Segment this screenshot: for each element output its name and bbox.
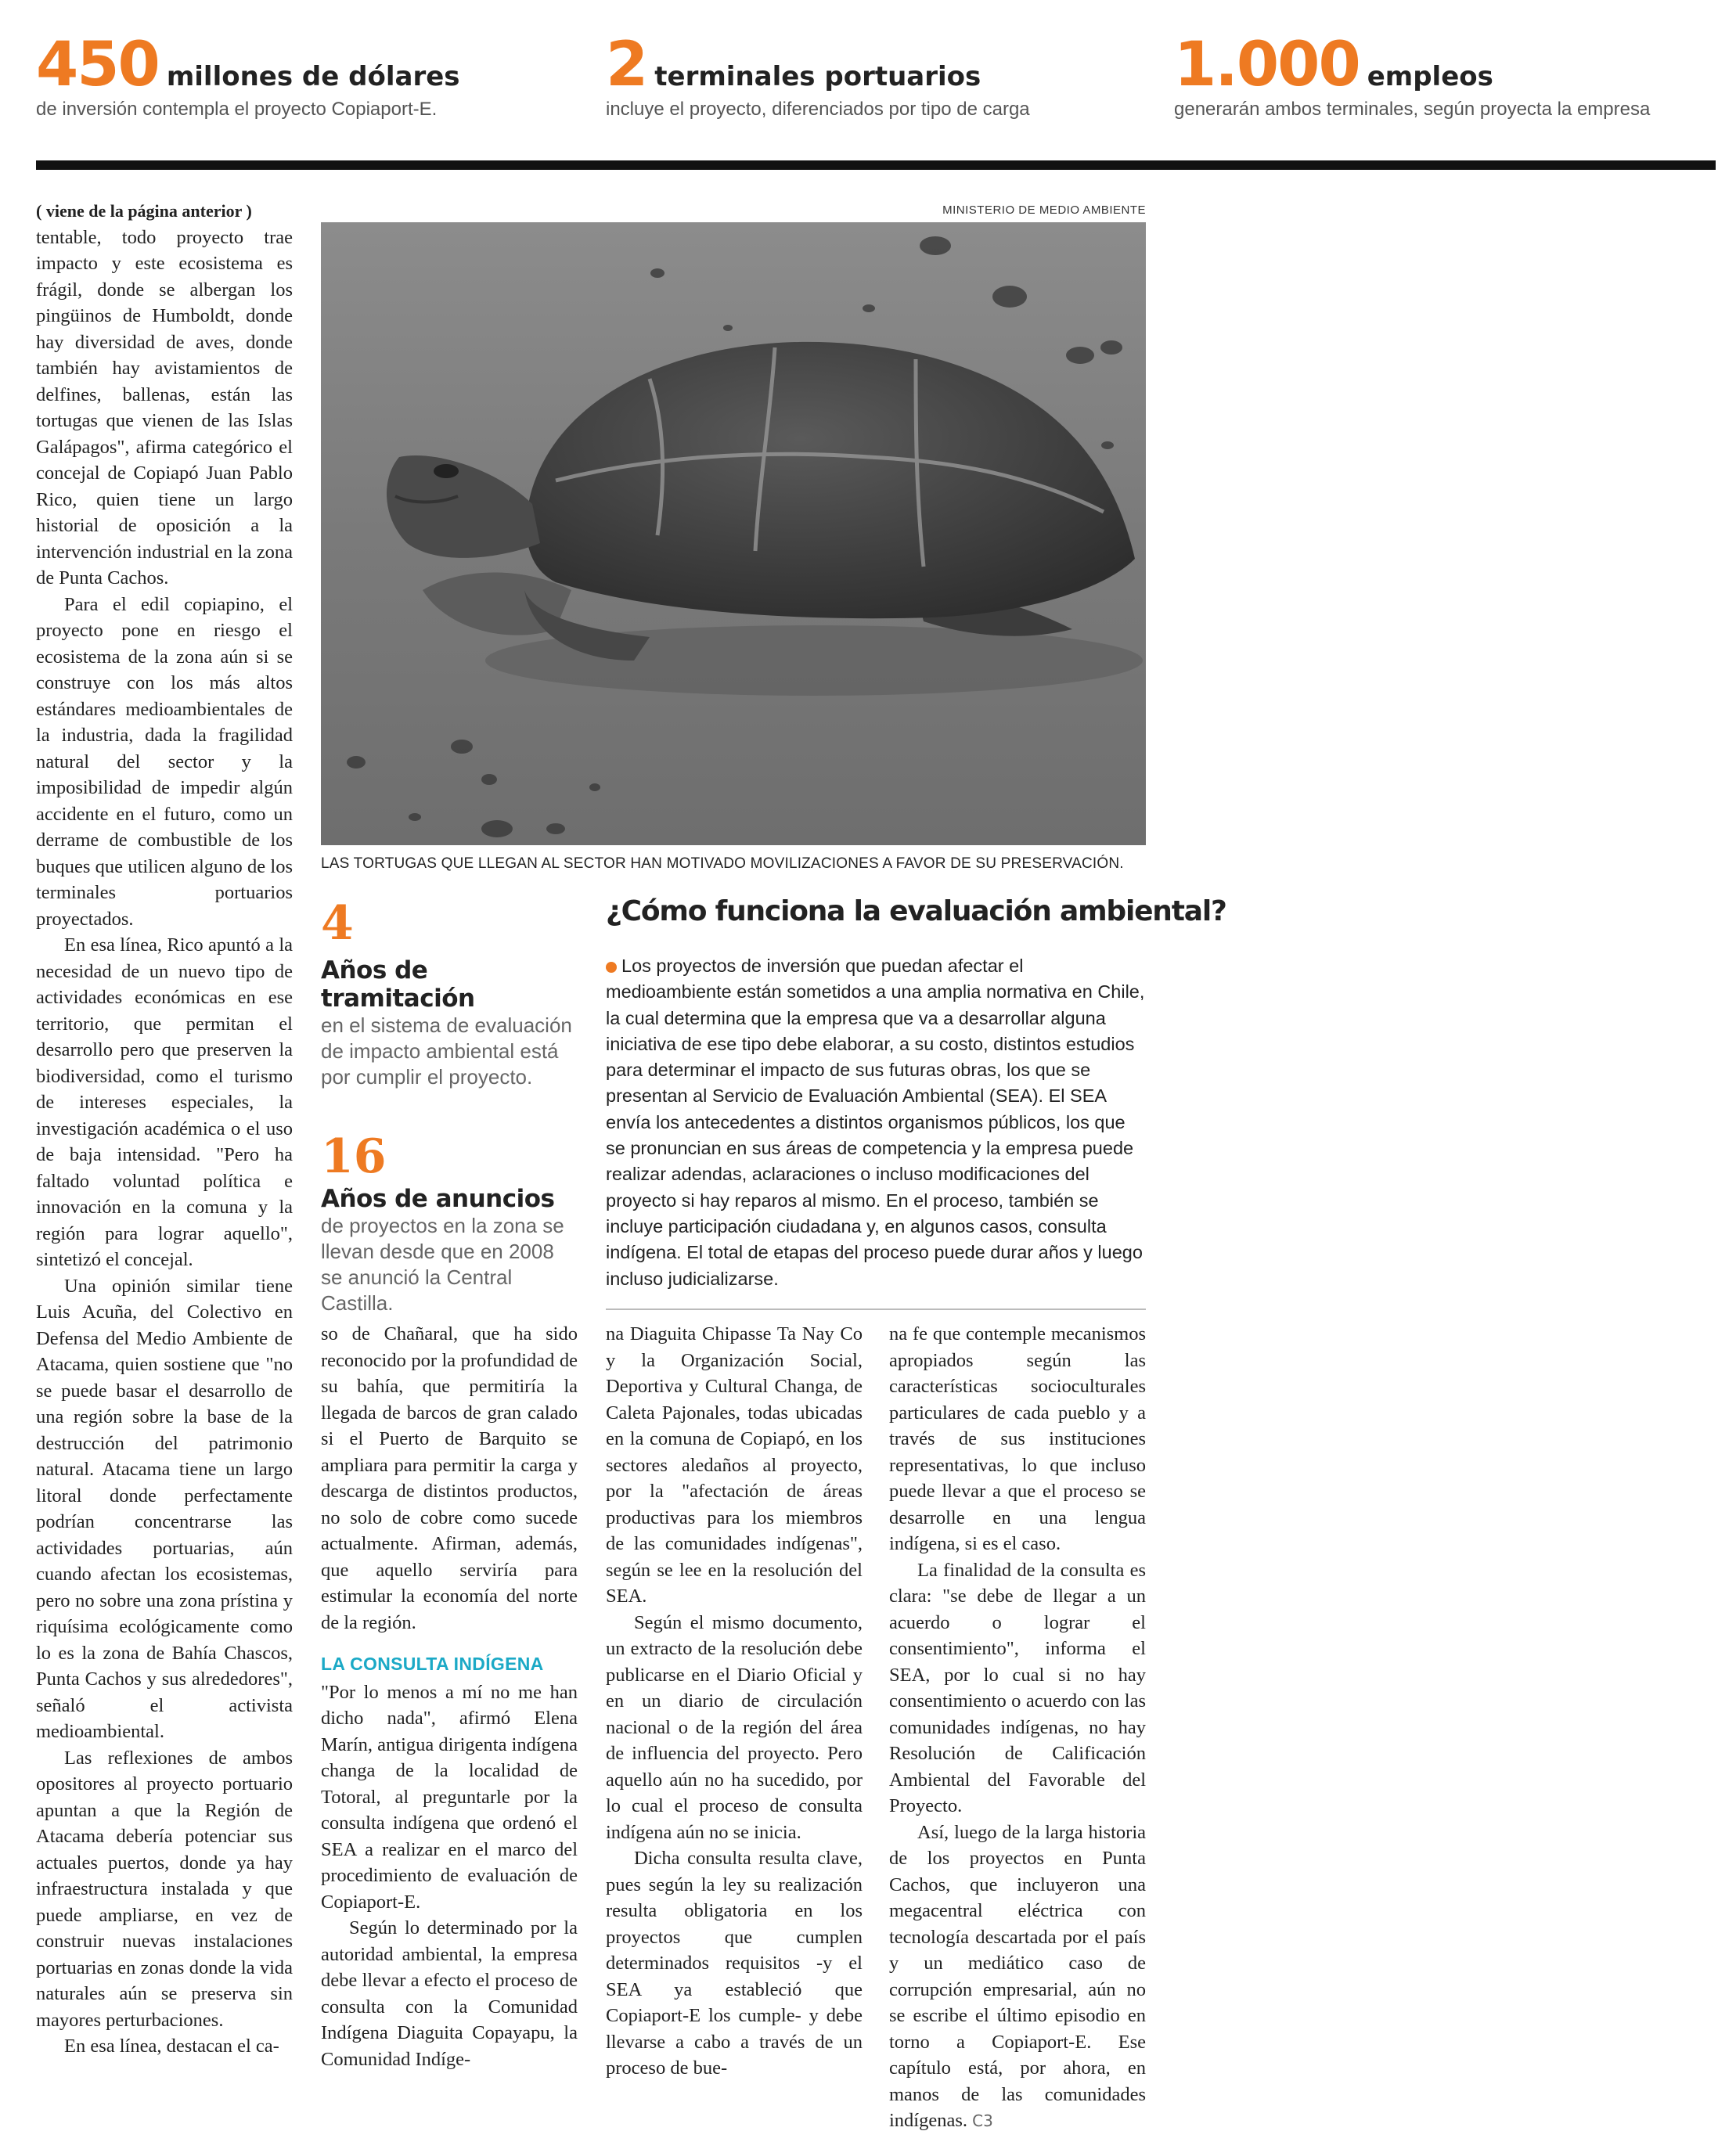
fact-number: 4 bbox=[321, 896, 354, 951]
box-body bbox=[606, 953, 1146, 1292]
stat-number: 1.000 bbox=[1174, 30, 1360, 100]
fact-block-1 bbox=[321, 896, 579, 1090]
fact-text: en el sistema de evaluación de impacto ambiental está por cumplir el proyecto. bbox=[321, 1013, 572, 1089]
stat-title: terminales portuarios bbox=[654, 61, 981, 92]
paragraph: Según el mismo documento, un extracto de la resolución debe publicarse en el Diario Oficial y en un diario de circulación nacional o de la región del área de influencia del proyecto. Pero aquello aún no ha sucedido, por lo cual el proceso de consulta indígena aún no se inicia. bbox=[606, 1611, 863, 1843]
continued-from-label: ( viene de la página anterior ) bbox=[36, 201, 252, 221]
paragraph: na Diaguita Chipasse Ta Nay Co y la Organización Social, Deportiva y Cultural Changa, de Caleta Pajonales, todas ubicadas en la comuna de Copiapó, en los sectores aledaños al proyecto, por la "afectación de áreas productivas para los miembros de las comunidades indígenas", según se lee en la resolución del SEA. bbox=[606, 1323, 863, 1607]
stat-title: millones de dólares bbox=[166, 61, 460, 92]
fact-text: de proyectos en la zona se llevan desde que en 2008 se anunció la Central Castilla. bbox=[321, 1214, 564, 1315]
box-text: Los proyectos de inversión que puedan afectar el medioambiente están sometidos a una amplia normativa en Chile, la cual determina que la empresa que va a desarrollar alguna iniciativa de ese tipo debe elaborar, a su costo, distintos estudios para determinar el impacto de sus futuras obras, los que se presentan al Servicio de Evaluación Ambiental (SEA). El SEA envía los antecedentes a distintos organismos públicos, los que se pronuncian en sus áreas de competencia y la empresa puede realizar adendas, aclaraciones o incluso modificaciones del proyecto si hay reparos al mismo. En el proceso, también se incluye participación ciudadana y, en algunos casos, consulta indígena. El total de etapas del proceso puede durar años y luego incluso judicializarse. bbox=[606, 956, 1145, 1289]
stat-subtitle: incluye el proyecto, diferenciados por tipo de carga bbox=[606, 99, 1030, 120]
section-subhead: LA CONSULTA INDÍGENA bbox=[321, 1654, 544, 1674]
fact-text-wrapper bbox=[321, 1186, 579, 1316]
stat-block-1 bbox=[36, 30, 600, 121]
paragraph: En esa línea, Rico apuntó a la necesidad de un nuevo tipo de actividades económicas en ese territorio, que permitan el desarrollo pero que preserven la biodiversidad, como el turismo de intereses especiales, la investigación académica o el uso de baja intensidad. "Pero ha faltado voluntad política e innovación en la comuna y la región para lograr aquello", sintetizó el concejal. bbox=[36, 934, 293, 1270]
box-title: ¿Cómo funciona la evaluación ambiental? bbox=[606, 895, 1226, 927]
paragraph bbox=[889, 1820, 1146, 2135]
stat-number: 2 bbox=[606, 30, 647, 100]
turtle-photo bbox=[321, 222, 1146, 845]
article-column-2 bbox=[321, 1321, 578, 2072]
stat-block-3 bbox=[1174, 30, 1722, 121]
stat-title: empleos bbox=[1367, 61, 1493, 92]
photo-credit: MINISTERIO DE MEDIO AMBIENTE bbox=[942, 203, 1146, 217]
end-mark: C3 bbox=[972, 2111, 993, 2130]
paragraph: Según lo determinado por la autoridad ambiental, la empresa debe llevar a efecto el proceso de consulta con la Comunidad Indígena Diaguita Copayapu, la Comunidad Indíge- bbox=[321, 1917, 578, 2070]
photo-caption: LAS TORTUGAS QUE LLEGAN AL SECTOR HAN MOTIVADO MOVILIZACIONES A FAVOR DE SU PRESERVACIÓN. bbox=[321, 855, 1124, 872]
stat-number: 450 bbox=[36, 30, 159, 100]
fact-heading: Años de tramitación bbox=[321, 956, 475, 1013]
article-column-1 bbox=[36, 198, 293, 2060]
paragraph: Una opinión similar tiene Luis Acuña, del Colectivo en Defensa del Medio Ambiente de Atacama, quien sostiene que "no se puede basar el desarrollo de una región sobre la base de la destrucción del patrimonio natural. Atacama tiene un largo litoral donde perfectamente podrían concentrarse las actividades portuarias, aún cuando afectan los ecosistemas, pero no sobre una zona prístina y riquísima ecológicamente como lo es la zona de Bahía Chascos, Punta Cachos y sus alrededores", señaló el activista medioambiental. bbox=[36, 1275, 293, 1742]
paragraph: so de Chañaral, que ha sido reconocido por la profundidad de su bahía, que permitiría la llegada de barcos de gran calado si el Puerto de Barquito se ampliara para permitir la carga y descarga de distintos productos, no solo de cobre como sucede actualmente. Afirman, además, que aquello serviría para estimular la economía del norte de la región. bbox=[321, 1323, 578, 1633]
paragraph: En esa línea, destacan el ca- bbox=[64, 2036, 279, 2057]
paragraph: Dicha consulta resulta clave, pues según la ley su realización resulta obligatoria en los proyectos que cumplen determinados requisitos -y el SEA ya estableció que Copiaport-E los cumple- y debe llevarse a cabo a través de un proceso de bue- bbox=[606, 1848, 863, 2079]
paragraph: tentable, todo proyecto trae impacto y este ecosistema es frágil, donde se albergan los pingüinos de Humboldt, donde hay diversidad de aves, donde también hay avistamientos de delfines, ballenas, están las tortugas que vienen de las Islas Galápagos", afirma categórico el concejal de Copiapó Juan Pablo Rico, quien tiene un largo historial de oposición a la intervención industrial en la zona de Punta Cachos. bbox=[36, 226, 293, 589]
header-rule bbox=[36, 160, 1716, 170]
fact-block-2 bbox=[321, 1129, 579, 1316]
paragraph: Para el edil copiapino, el proyecto pone en riesgo el ecosistema de la zona aún si se construye con los más altos estándares medioambientales de la industria, dada la fragilidad natural del sector y la imposibilidad de impedir algún accidente en el futuro, como un derrame de combustible de los buques que utilicen alguno de los terminales portuarios proyectados. bbox=[36, 593, 293, 930]
fact-number: 16 bbox=[321, 1129, 387, 1184]
stat-subtitle: de inversión contempla el proyecto Copiaport-E. bbox=[36, 99, 438, 120]
stat-block-2 bbox=[606, 30, 1169, 121]
bullet-icon bbox=[606, 962, 617, 973]
stat-subtitle: generarán ambos terminales, según proyecta la empresa bbox=[1174, 99, 1651, 120]
paragraph-text: Así, luego de la larga historia de los proyectos en Punta Cachos, que incluyeron una megacentral eléctrica con tecnología descartada por el país y un mediático caso de corrupción empresarial, aún no se escribe el último episodio en torno a Copiaport-E. Ese capítulo está, por ahora, en manos de las comunidades indígenas. bbox=[889, 1821, 1146, 2131]
article-column-4 bbox=[889, 1321, 1146, 2135]
turtle-illustration bbox=[321, 222, 1146, 845]
box-divider bbox=[606, 1308, 1146, 1310]
paragraph: La finalidad de la consulta es clara: "se debe de llegar a un acuerdo o lograr el consentimiento", informa el SEA, por lo cual si no hay consentimiento o acuerdo con las comunidades indígenas, no hay Resolución de Calificación Ambiental del Favorable del Proyecto. bbox=[889, 1559, 1146, 1816]
paragraph: Las reflexiones de ambos opositores al proyecto portuario apuntan a que la Región de Atacama debería potenciar sus actuales puertos, donde ya hay infraestructura instalada y que puede ampliarse, en vez de construir nuevas instalaciones portuarias en zonas donde la vida naturales aún se preserva sin mayores perturbaciones. bbox=[36, 1747, 293, 2031]
fact-heading: Años de anuncios bbox=[321, 1185, 555, 1213]
paragraph: na fe que contemple mecanismos apropiados según las características socioculturales particulares de cada pueblo y a través de sus instituciones representativas, lo que incluso puede llevar a que el proceso se desarrolle en una lengua indígena, si es el caso. bbox=[889, 1323, 1146, 1554]
paragraph: "Por lo menos a mí no me han dicho nada", afirmó Elena Marín, antigua dirigenta indígena changa de la localidad de Totoral, al preguntarle por la consulta indígena que ordenó el SEA a realizar en el marco del procedimiento de evaluación de Copiaport-E. bbox=[321, 1681, 578, 1913]
article-column-3 bbox=[606, 1321, 863, 2082]
